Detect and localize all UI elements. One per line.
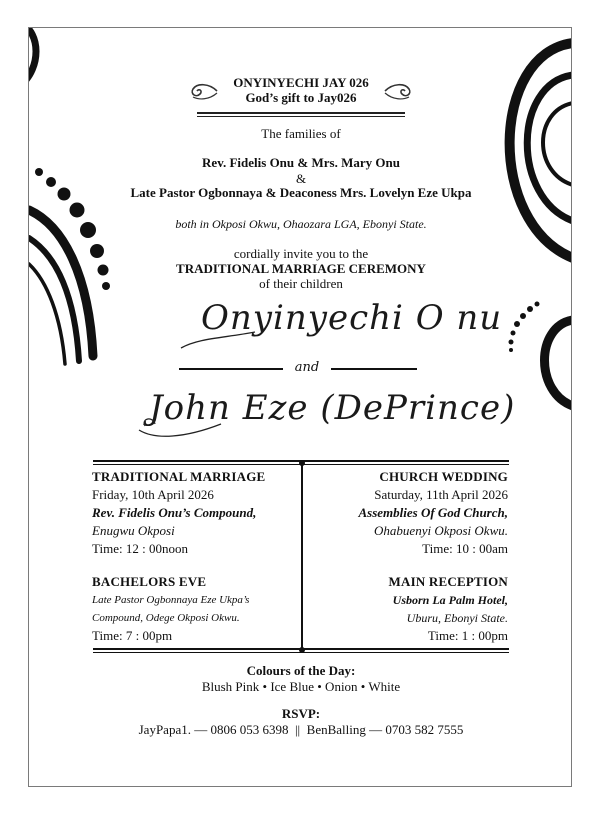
traditional-title: TRADITIONAL MARRIAGE (92, 469, 266, 484)
family-one: Rev. Fidelis Onu & Mrs. Mary Onu (202, 155, 400, 170)
hashtag-line1: ONYINYECHI JAY 026 (233, 75, 369, 90)
reception-title: MAIN RECEPTION (388, 574, 508, 589)
church-venue: Assemblies Of God Church, (358, 505, 508, 520)
reception-venue: Usborn La Palm Hotel, (392, 593, 508, 607)
bachelors-time: Time: 7 : 00pm (92, 628, 173, 643)
bride-flourish (179, 324, 259, 354)
rsvp-contacts: JayPapa1. — 0806 053 6398 || BenBalling — 0703 582 7555 (138, 722, 464, 737)
groom-name: John Eze (DePrince) (149, 388, 516, 428)
traditional-date: Friday, 10th April 2026 (92, 487, 214, 502)
invitation-card (28, 27, 572, 787)
church-time: Time: 10 : 00am (422, 541, 508, 556)
bride-name: Onyinyechi O nu (201, 298, 503, 338)
bachelors-venue: Late Pastor Ogbonnaya Eze Ukpa’s (92, 594, 250, 606)
and-divider-right (331, 368, 417, 370)
church-wedding-block (308, 468, 508, 558)
family-two: Late Pastor Ogbonnaya & Deaconess Mrs. Lovelyn Eze Ukpa (130, 185, 472, 200)
church-place: Ohabuenyi Okposi Okwu. (374, 523, 508, 538)
traditional-time: Time: 12 : 00noon (92, 541, 188, 556)
right-flourish-ornament (383, 80, 415, 102)
and-text: and (294, 360, 320, 375)
traditional-place: Enugwu Okposi (92, 523, 175, 538)
bachelors-title: BACHELORS EVE (92, 574, 207, 589)
traditional-marriage-block (92, 468, 292, 558)
reception-time: Time: 1 : 00pm (427, 628, 508, 643)
colours-title: Colours of the Day: (246, 663, 356, 678)
reception-place: Uburu, Ebonyi State. (406, 611, 508, 625)
bachelors-eve-block (92, 573, 292, 645)
colours-list: Blush Pink • Ice Blue • Onion • White (201, 679, 401, 694)
invite-line1: cordially invite you to the (233, 246, 369, 261)
ceremony-title: TRADITIONAL MARRIAGE CEREMONY (176, 261, 426, 276)
groom-flourish (135, 412, 225, 442)
family-location: both in Okposi Okwu, Ohaozara LGA, Ebonyi State. (175, 217, 427, 231)
ampersand: & (295, 171, 307, 186)
invite-line3: of their children (259, 276, 343, 291)
header-divider (197, 112, 405, 117)
church-date: Saturday, 11th April 2026 (374, 487, 508, 502)
hashtag-block (29, 75, 572, 105)
and-divider-left (179, 368, 283, 370)
intro-text: The families of (261, 126, 341, 141)
main-reception-block (308, 573, 508, 645)
bachelors-place: Compound, Odege Okposi Okwu. (92, 612, 240, 624)
hashtag-line2: God’s gift to Jay026 (245, 90, 357, 105)
traditional-venue: Rev. Fidelis Onu’s Compound, (92, 505, 257, 520)
rsvp-title: RSVP: (281, 706, 321, 721)
church-title: CHURCH WEDDING (379, 469, 508, 484)
events-bottom-dot (299, 647, 305, 653)
events-center-rule (301, 465, 303, 651)
